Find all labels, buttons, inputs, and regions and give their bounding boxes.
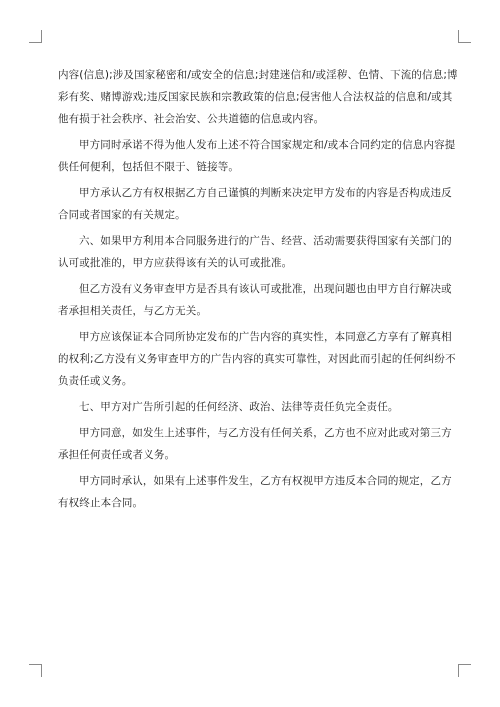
text-line: 甲方同时承诺不得为他人发布上述不符合国家规定和/或本合同约定的信息内容提 (79, 139, 456, 151)
paragraph (58, 64, 458, 130)
paragraph (58, 470, 452, 514)
paragraph (58, 278, 452, 322)
paragraph (58, 326, 456, 392)
paragraph (58, 134, 456, 178)
text-line: 有权终止本合同。 (58, 497, 144, 509)
paragraph (58, 422, 452, 466)
text-line: 承担任何责任或者义务。 (58, 449, 176, 461)
text-line: 负责任或义务。 (58, 375, 133, 387)
text-line: 甲方承认乙方有权根据乙方自己谨慎的判断来决定甲方发布的内容是否构成违反 (79, 187, 452, 199)
text-line: 供任何便利，包括但不限于、链接等。 (58, 161, 240, 173)
crop-mark-bottom-right (458, 664, 471, 677)
text-line: 他有损于社会秩序、社会治安、公共道德的信息或内容。 (58, 113, 325, 125)
text-line: 的权利;乙方没有义务审查甲方的广告内容的真实可靠性，对因此而引起的任何纠纷不 (58, 353, 456, 365)
text-line: 甲方同时承认，如果有上述事件发生，乙方有权视甲方违反本合同的规定，乙方 (79, 475, 452, 487)
text-line: 彩有奖、赌博游戏;违反国家民族和宗教政策的信息;侵害他人合法权益的信息和/或其 (58, 91, 453, 103)
text-line: 但乙方没有义务审查甲方是否具有该认可或批准，出现问题也由甲方自行解决或 (79, 283, 452, 295)
paragraph (58, 230, 452, 274)
text-line: 甲方同意，如发生上述事件，与乙方没有任何关系，乙方也不应对此或对第三方 (79, 427, 452, 439)
crop-mark-top-left (29, 30, 42, 43)
crop-mark-top-right (458, 30, 471, 43)
text-line: 内容(信息);涉及国家秘密和/或安全的信息;封建迷信和/或淫秽、色情、下流的信息;博 (58, 69, 458, 81)
text-line: 甲方应该保证本合同所协定发布的广告内容的真实性，本同意乙方享有了解真相 (79, 331, 452, 343)
text-line: 认可或批准的，甲方应获得该有关的认可或批准。 (58, 257, 293, 269)
text-line: 合同或者国家的有关规定。 (58, 209, 186, 221)
document-body (58, 64, 458, 514)
crop-mark-bottom-left (29, 664, 42, 677)
text-line: 六、如果甲方利用本合同服务进行的广告、经营、活动需要获得国家有关部门的 (79, 235, 452, 247)
paragraph (58, 182, 452, 226)
text-line: 者承担相关责任，与乙方无关。 (58, 305, 208, 317)
text-line: 七、甲方对广告所引起的任何经济、政治、法律等责任负完全责任。 (79, 401, 399, 413)
paragraph (58, 396, 444, 418)
